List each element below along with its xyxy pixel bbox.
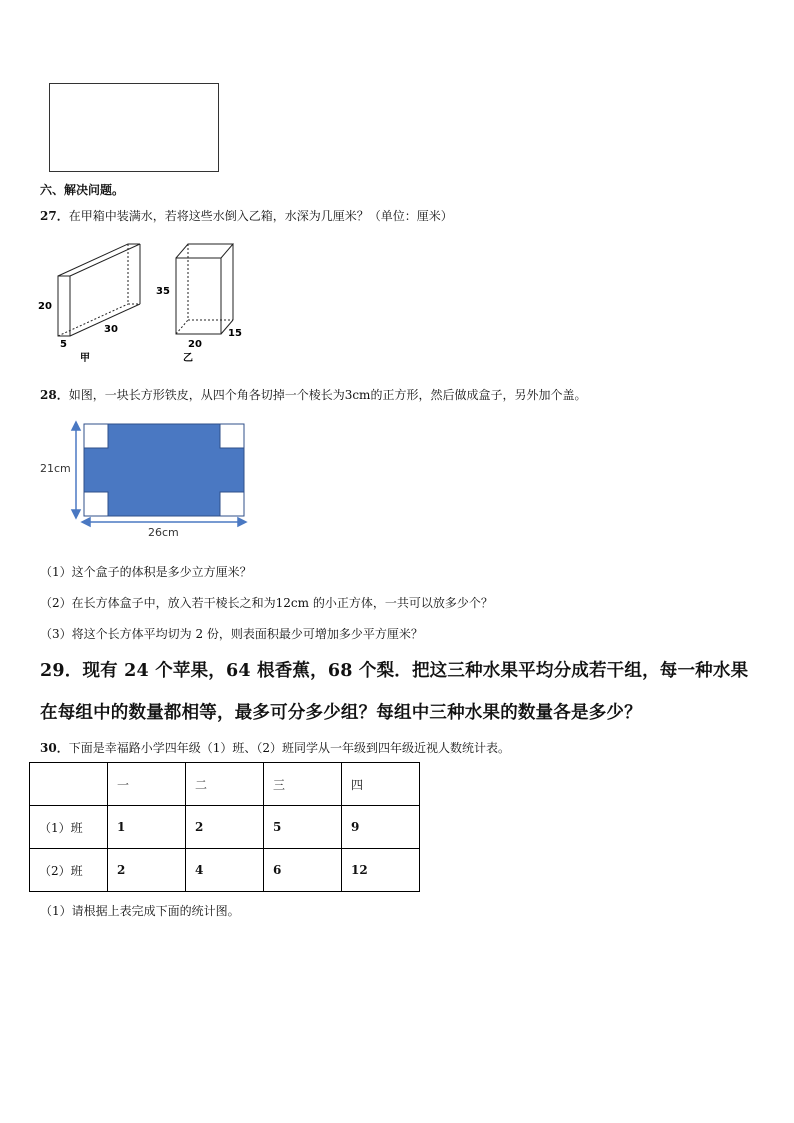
table-header-row [30,763,420,806]
box-yi [176,244,233,334]
section-heading: 六、解决问题。 [40,183,125,197]
q28-sub1: （1）这个盒子的体积是多少立方厘米？ [40,565,252,579]
q28-sheet-figure [38,420,253,542]
table-header-cell: 三 [264,763,342,806]
width-arrow [82,518,246,526]
box-yi-height: 35 [156,286,170,297]
box-jia-width: 5 [60,339,67,350]
table-row [30,849,420,892]
q28-number: 28． [40,388,69,402]
answer-box [49,83,219,172]
table-cell: 12 [342,849,420,892]
table-header-cell: 二 [186,763,264,806]
q28-text: 如图，一块长方形铁皮，从四个角各切掉一个棱长为3cm的正方形，然后做成盒子，另外加个盖。 [68,388,587,402]
q27-text: 在甲箱中装满水，若将这些水倒入乙箱，水深为几厘米？（单位：厘米） [68,209,453,223]
myopia-stats-table [29,762,420,892]
q28-sub2: （2）在长方体盒子中，放入若干棱长之和为12cm 的小正方体，一共可以放多少个？ [40,596,493,610]
q30-number: 30． [40,741,69,755]
table-cell: 6 [264,849,342,892]
table-cell: 9 [342,806,420,849]
cut-corner-top-left [84,424,108,448]
q27-boxes-figure [30,236,260,366]
box-yi-length: 20 [188,339,202,350]
table-header-cell: 四 [342,763,420,806]
box-jia-height: 20 [38,301,52,312]
height-arrow [72,422,80,518]
box-jia-length: 30 [104,324,118,335]
q27-number: 27． [40,209,69,223]
table-header-cell [30,763,108,806]
box-yi-name: 乙 [183,353,193,364]
cut-corner-bottom-right [220,492,244,516]
table-cell: 5 [264,806,342,849]
q30-question [40,739,510,756]
q30-sub1: （1）请根据上表完成下面的统计图。 [40,904,240,918]
cut-corner-top-right [220,424,244,448]
q28-sub3: （3）将这个长方体平均切为 2 份，则表面积最少可增加多少平方厘米？ [40,627,423,641]
box-yi-width: 15 [228,328,242,339]
table-cell: 1 [108,806,186,849]
table-row-label: （2）班 [30,849,108,892]
width-label: 26cm [148,526,179,539]
q29-line1: 29．现有 24 个苹果，64 根香蕉，68 个梨．把这三种水果平均分成若干组，每一种水果 [40,661,749,681]
q30-text: 下面是幸福路小学四年级（1）班、（2）班同学从一年级到四年级近视人数统计表。 [68,741,510,755]
table-row [30,806,420,849]
table-cell: 2 [108,849,186,892]
q27-question [40,207,453,224]
table-cell: 4 [186,849,264,892]
box-jia-name: 甲 [80,353,90,364]
table-cell: 2 [186,806,264,849]
q28-question [40,386,586,403]
box-jia [58,244,140,336]
height-label: 21cm [40,462,71,475]
q29-line2: 在每组中的数量都相等，最多可分多少组？每组中三种水果的数量各是多少？ [40,703,642,723]
table-row-label: （1）班 [30,806,108,849]
table-header-cell: 一 [108,763,186,806]
cut-corner-bottom-left [84,492,108,516]
